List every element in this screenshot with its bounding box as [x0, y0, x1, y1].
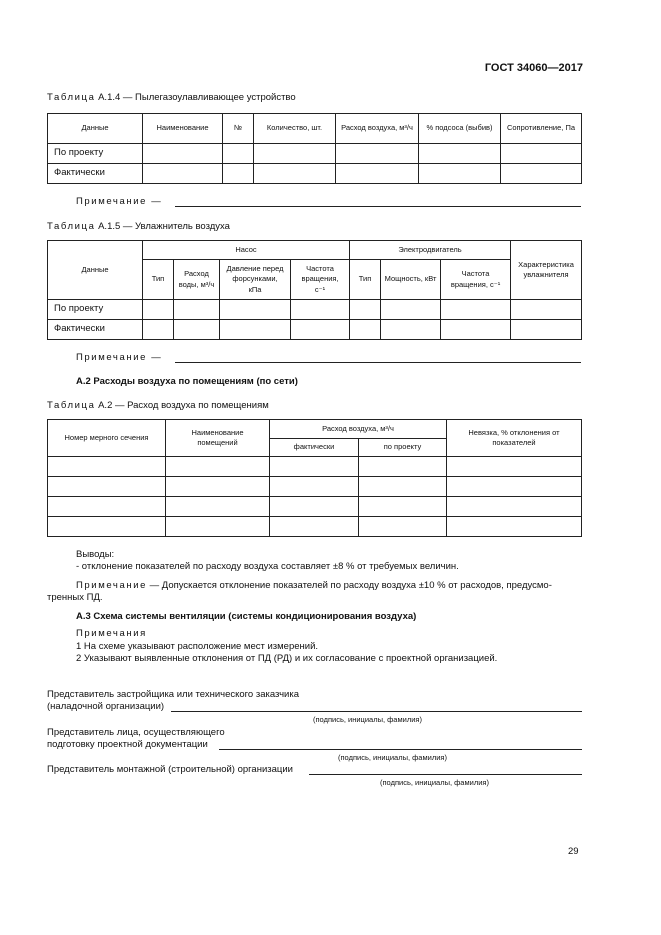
- header-cell: Тип: [143, 260, 174, 300]
- header-cell: Тип: [350, 260, 381, 300]
- caption-prefix: Таблица: [47, 400, 96, 411]
- note-text: — Допускается отклонение показателей по расходу воздуха ±10 % от расходов, предусмо-: [149, 580, 552, 591]
- signature-hint: (подпись, инициалы, фамилия): [313, 715, 422, 724]
- caption-text: А.2 — Расход воздуха по помещениям: [98, 400, 269, 411]
- table-row: [48, 477, 582, 497]
- table-row: [48, 517, 582, 537]
- table-a14: [47, 113, 582, 184]
- row-label: По проекту: [48, 300, 143, 320]
- caption-prefix: Таблица: [47, 221, 96, 232]
- table-header-row: [48, 241, 582, 260]
- conclusions-note-cont: тренных ПД.: [47, 592, 103, 603]
- section-a3-title: А.3 Схема системы вентиляции (системы кондиционирования воздуха): [76, 611, 417, 622]
- caption-prefix: Таблица: [47, 92, 96, 103]
- header-cell: Расход воздуха, м³/ч: [270, 420, 447, 439]
- header-cell: фактически: [270, 439, 359, 457]
- header-cell: Наименование: [143, 114, 223, 144]
- standard-number: ГОСТ 34060—2017: [484, 62, 583, 74]
- table-header-row: [48, 420, 582, 439]
- page-number: 29: [568, 846, 579, 857]
- header-cell: Расход воздуха, м³/ч: [336, 114, 419, 144]
- header-cell: Характеристика увлажнителя: [511, 241, 582, 300]
- header-cell: Данные: [48, 241, 143, 300]
- note-1: 1 На схеме указывают расположение мест измерений.: [76, 641, 319, 652]
- caption-text: А.1.4 — Пылегазоулавливающее устройство: [98, 92, 296, 103]
- header-cell: % подсоса (выбив): [419, 114, 501, 144]
- note-line: [175, 362, 581, 363]
- header-cell: Давление перед форсунками, кПа: [220, 260, 291, 300]
- conclusions-title: Выводы:: [76, 549, 115, 560]
- table-a14-caption: [47, 92, 296, 103]
- header-cell: Частота вращения, с⁻¹: [441, 260, 511, 300]
- header-cell: Электродвигатель: [350, 241, 511, 260]
- note-line: [175, 206, 581, 207]
- rep2-line2: подготовку проектной документации: [47, 739, 208, 750]
- header-cell: Сопротивление, Па: [501, 114, 582, 144]
- signature-line: [171, 711, 582, 712]
- header-cell: №: [223, 114, 254, 144]
- signature-hint: (подпись, инициалы, фамилия): [380, 778, 489, 787]
- conclusions-item: - отклонение показателей по расходу воздуха составляет ±8 % от требуемых величин.: [76, 561, 459, 572]
- table-a2-caption: [47, 400, 269, 411]
- caption-text: А.1.5 — Увлажнитель воздуха: [98, 221, 230, 232]
- table-row: [48, 300, 582, 320]
- header-cell: Расход воды, м³/ч: [174, 260, 220, 300]
- table-row: [48, 320, 582, 340]
- signature-line: [309, 774, 582, 775]
- header-cell: Данные: [48, 114, 143, 144]
- header-cell: Невязка, % отклонения от показателей: [447, 420, 582, 457]
- table-row: [48, 144, 582, 164]
- header-cell: Насос: [143, 241, 350, 260]
- header-cell: Мощность, кВт: [381, 260, 441, 300]
- table-a2: [47, 419, 582, 537]
- table-header-row: [48, 114, 582, 144]
- table-row: [48, 457, 582, 477]
- note-label: Примечание —: [76, 352, 163, 363]
- signature-hint: (подпись, инициалы, фамилия): [338, 753, 447, 762]
- table-a15-caption: [47, 221, 230, 232]
- rep1-line1: Представитель застройщика или технического заказчика: [47, 689, 299, 700]
- rep2-line1: Представитель лица, осуществляющего: [47, 727, 225, 738]
- rep3-line1: Представитель монтажной (строительной) организации: [47, 764, 293, 775]
- header-cell: Частота вращения, с⁻¹: [291, 260, 350, 300]
- section-a2-title: А.2 Расходы воздуха по помещениям (по сети): [76, 376, 298, 387]
- rep1-line2: (наладочной организации): [47, 701, 165, 712]
- header-cell: по проекту: [359, 439, 447, 457]
- table-a15: [47, 240, 582, 340]
- signature-line: [219, 749, 582, 750]
- note-label: Примечание: [76, 580, 147, 591]
- note-2: 2 Указывают выявленные отклонения от ПД (РД) и их согласование с проектной организацией.: [76, 653, 498, 664]
- table-row: [48, 497, 582, 517]
- conclusions-note: [76, 580, 552, 591]
- note-label: Примечание —: [76, 196, 163, 207]
- header-cell: Наименование помещений: [166, 420, 270, 457]
- row-label: Фактически: [48, 320, 143, 340]
- header-cell: Номер мерного сечения: [48, 420, 166, 457]
- header-cell: Количество, шт.: [254, 114, 336, 144]
- table-row: [48, 164, 582, 184]
- notes-label: Примечания: [76, 628, 147, 639]
- row-label: Фактически: [48, 164, 143, 184]
- row-label: По проекту: [48, 144, 143, 164]
